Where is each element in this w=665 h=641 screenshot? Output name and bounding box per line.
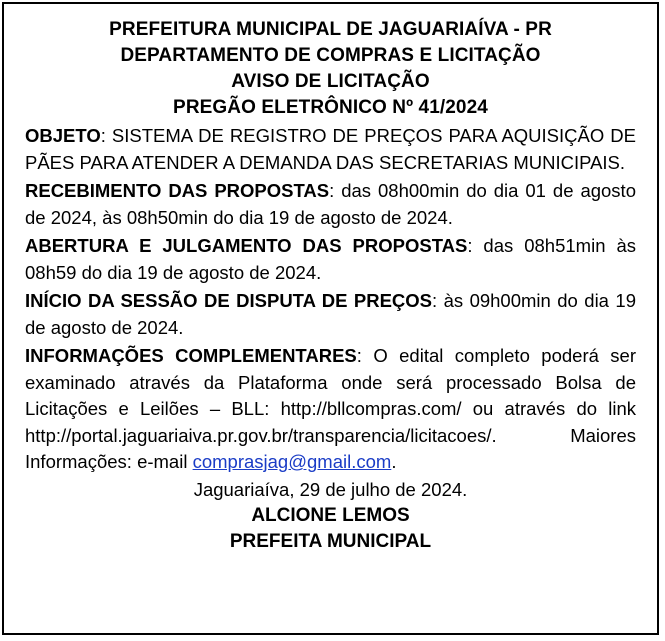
date-line: Jaguariaíva, 29 de julho de 2024. <box>193 478 468 500</box>
signatory-role: PREFEITA MUNICIPAL <box>229 530 432 552</box>
header-process-number: PREGÃO ELETRÔNICO Nº 41/2024 <box>173 97 488 118</box>
signature <box>25 503 636 555</box>
informacoes-end: . <box>391 451 397 472</box>
header-notice-type: AVISO DE LICITAÇÃO <box>231 71 430 92</box>
section-objeto <box>25 123 636 176</box>
informacoes-text: : O edital completo poderá ser examinado através da Plataforma onde será processado Bolsa de Licitações e Leilões – BLL: http://bllcompras.com/ ou através do link http://portal.jaguariaiva.pr.gov.br/transparencia/licitacoes/. Maiores Informações: e-mail <box>25 345 637 472</box>
notice-box <box>2 2 659 635</box>
header-department: DEPARTAMENTO DE COMPRAS E LICITAÇÃO <box>120 45 541 66</box>
section-informacoes <box>25 343 636 476</box>
section-inicio <box>25 288 636 341</box>
recebimento-text: : das 08h00min do dia 01 de agosto de 2024, às 08h50min do dia 19 de agosto de 2024. <box>25 180 636 228</box>
abertura-text: : das 08h51min às 08h59 do dia 19 de agosto de 2024. <box>25 235 636 283</box>
email-link[interactable]: comprasjag@gmail.com <box>192 451 392 472</box>
signatory-name: ALCIONE LEMOS <box>251 504 410 526</box>
objeto-text: : SISTEMA DE REGISTRO DE PREÇOS PARA AQUISIÇÃO DE PÃES PARA ATENDER A DEMANDA DAS SECRETARIAS MUNICIPAIS. <box>25 125 636 173</box>
section-abertura <box>25 233 636 286</box>
inicio-label: INÍCIO DA SESSÃO DE DISPUTA DE PREÇOS <box>25 290 432 311</box>
section-recebimento <box>25 178 636 231</box>
header <box>25 17 636 121</box>
recebimento-label: RECEBIMENTO DAS PROPOSTAS <box>25 180 330 201</box>
abertura-label: ABERTURA E JULGAMENTO DAS PROPOSTAS <box>25 235 468 256</box>
inicio-text: : às 09h00min do dia 19 de agosto de 2024. <box>25 290 636 338</box>
header-municipality: PREFEITURA MUNICIPAL DE JAGUARIAÍVA - PR <box>109 19 552 40</box>
objeto-label: OBJETO <box>25 125 101 146</box>
informacoes-label: INFORMAÇÕES COMPLEMENTARES <box>25 345 357 366</box>
